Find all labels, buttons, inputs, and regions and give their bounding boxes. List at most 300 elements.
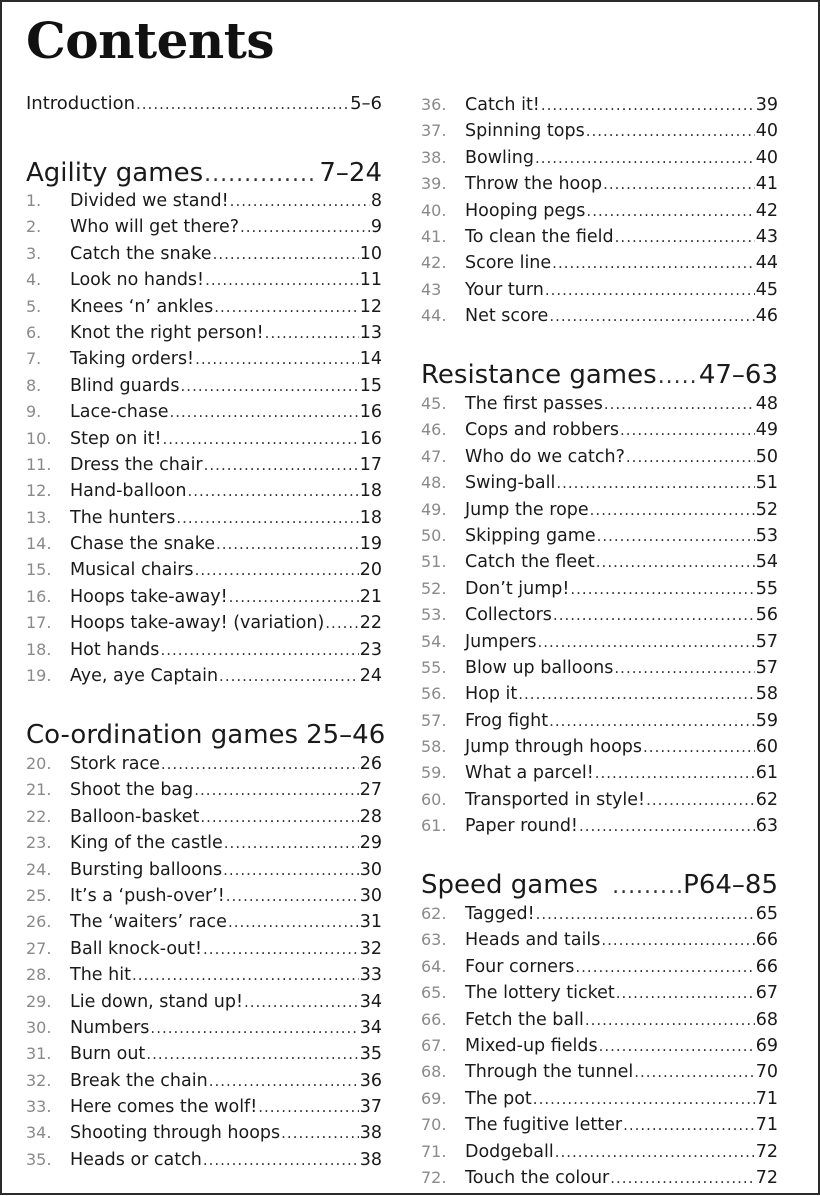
- toc-entry[interactable]: [421, 681, 778, 707]
- entry-title: The hunters: [70, 507, 176, 528]
- entry-title: Net score: [465, 306, 549, 327]
- toc-entry[interactable]: [26, 452, 382, 478]
- entry-page: 34: [359, 991, 382, 1012]
- entry-page: 70: [755, 1062, 778, 1083]
- entry-page: 66: [755, 930, 778, 951]
- entry-number: 23.: [26, 833, 52, 853]
- dot-leader: [146, 1041, 358, 1067]
- entry-number: 19.: [26, 666, 52, 686]
- entry-title: King of the castle: [70, 833, 223, 854]
- toc-entry[interactable]: [26, 1015, 382, 1041]
- dot-leader: [553, 602, 755, 628]
- dot-leader: [612, 871, 682, 903]
- dot-leader: [161, 751, 359, 777]
- entry-title: Bursting balloons: [70, 859, 223, 880]
- entry-title: Jump the rope: [465, 499, 589, 520]
- toc-entry[interactable]: [421, 391, 778, 417]
- dot-leader: [265, 320, 359, 346]
- section-pages: P64–85: [683, 870, 778, 900]
- dot-leader: [533, 1086, 755, 1112]
- entry-page: 39: [755, 95, 778, 115]
- toc-entry[interactable]: [26, 777, 382, 803]
- dot-leader: [203, 936, 359, 962]
- toc-entry[interactable]: [421, 708, 778, 734]
- dot-leader: [214, 294, 358, 320]
- entry-title: Numbers: [70, 1017, 150, 1038]
- entry-page: 63: [755, 816, 778, 837]
- toc-entry[interactable]: [421, 198, 778, 224]
- section-heading-coordination[interactable]: [26, 719, 386, 751]
- dot-leader: [204, 159, 318, 191]
- section-heading-resistance[interactable]: [421, 359, 778, 391]
- toc-entry[interactable]: [421, 171, 778, 197]
- entry-page: 24: [359, 666, 382, 687]
- dot-leader: [536, 901, 755, 927]
- toc-entry[interactable]: [421, 224, 778, 250]
- entry-title: Cops and robbers: [465, 420, 620, 441]
- toc-entry[interactable]: [421, 629, 778, 655]
- dot-leader: [195, 346, 359, 372]
- entry-title: Throw the hoop: [465, 174, 603, 195]
- toc-entry[interactable]: [421, 734, 778, 760]
- entry-title: The pot: [465, 1088, 532, 1109]
- entry-number: 61.: [421, 816, 447, 836]
- entry-page: 56: [755, 605, 778, 626]
- toc-entry[interactable]: [26, 188, 382, 214]
- entry-title: Ball knock-out!: [70, 938, 203, 959]
- dot-leader: [163, 426, 359, 452]
- entry-title: Lace-chase: [70, 402, 169, 423]
- entry-page: 40: [755, 121, 778, 142]
- toc-entry[interactable]: [421, 1007, 778, 1033]
- entry-number: 49.: [421, 499, 447, 519]
- entry-number: 35.: [26, 1149, 52, 1169]
- dot-leader: [226, 883, 359, 909]
- speed-entries: [421, 901, 778, 1191]
- toc-entry[interactable]: [26, 346, 382, 372]
- entry-number: 58.: [421, 737, 447, 757]
- entry-title: Knees ‘n’ ankles: [70, 296, 214, 317]
- entry-number: 67.: [421, 1035, 447, 1055]
- entry-page: 21: [359, 586, 382, 607]
- entry-number: 11.: [26, 454, 52, 474]
- dot-leader: [541, 92, 755, 118]
- entry-page: 9: [370, 217, 382, 238]
- dot-leader: [194, 777, 358, 803]
- toc-entry[interactable]: [421, 980, 778, 1006]
- entry-page: 71: [755, 1115, 778, 1136]
- dot-leader: [136, 91, 349, 117]
- toc-entry[interactable]: [26, 1094, 382, 1120]
- entry-number: 15.: [26, 560, 52, 580]
- entry-number: 21.: [26, 780, 52, 800]
- entry-number: 5.: [26, 296, 42, 316]
- toc-entry[interactable]: [421, 927, 778, 953]
- dot-leader: [586, 118, 755, 144]
- entry-title: Blow up balloons: [465, 657, 614, 678]
- entry-number: 7.: [26, 349, 42, 369]
- toc-entry[interactable]: [26, 241, 382, 267]
- entry-number: 27.: [26, 938, 52, 958]
- dot-leader: [200, 804, 358, 830]
- entry-page: 36: [359, 1070, 382, 1091]
- toc-entry[interactable]: [421, 760, 778, 786]
- entry-page: 42: [755, 200, 778, 221]
- entry-page: 34: [359, 1017, 382, 1038]
- toc-entry[interactable]: [26, 857, 382, 883]
- entry-number: 63.: [421, 930, 447, 950]
- entry-page: 30: [359, 859, 382, 880]
- entry-number: 44.: [421, 306, 447, 326]
- entry-number: 20.: [26, 754, 52, 773]
- entry-number: 9.: [26, 402, 42, 422]
- dot-leader: [216, 531, 359, 557]
- entry-title: Your turn: [465, 279, 544, 300]
- entry-page: 18: [359, 481, 382, 502]
- entry-page: 5–6: [350, 93, 382, 114]
- entry-number: 18.: [26, 639, 52, 659]
- dot-leader: [599, 1033, 755, 1059]
- toc-entry[interactable]: [421, 901, 778, 927]
- entry-title: Here comes the wolf!: [70, 1097, 258, 1118]
- entry-title: Transported in style!: [465, 789, 646, 810]
- entry-page: 61: [755, 763, 778, 784]
- dot-leader: [223, 857, 359, 883]
- toc-entry[interactable]: [26, 1041, 382, 1067]
- entry-page: 46: [755, 306, 778, 327]
- entry-page: 45: [755, 279, 778, 300]
- toc-entry[interactable]: [421, 444, 778, 470]
- entry-number: 6.: [26, 322, 42, 342]
- entry-page: 40: [755, 147, 778, 168]
- entry-title: Catch it!: [465, 95, 540, 115]
- toc-entry[interactable]: [421, 92, 778, 118]
- toc-entry[interactable]: [26, 426, 382, 452]
- dot-leader: [204, 452, 359, 478]
- entry-number: 55.: [421, 657, 447, 677]
- entry-page: 15: [359, 375, 382, 396]
- toc-entry[interactable]: [421, 1112, 778, 1138]
- entry-title: Hand-balloon: [70, 481, 187, 502]
- entry-number: 46.: [421, 420, 447, 440]
- entry-number: 30.: [26, 1017, 52, 1037]
- coordination-entries-left: [26, 751, 382, 1173]
- toc-entry[interactable]: [421, 655, 778, 681]
- toc-entry[interactable]: [421, 1033, 778, 1059]
- dot-leader: [209, 1068, 359, 1094]
- section-heading-agility[interactable]: [26, 157, 382, 189]
- entry-page: 20: [359, 560, 382, 581]
- entry-page: 16: [359, 428, 382, 449]
- dot-leader: [615, 224, 755, 250]
- toc-entry[interactable]: [421, 602, 778, 628]
- toc-entry[interactable]: [26, 373, 382, 399]
- entry-page: 13: [359, 322, 382, 343]
- toc-entry[interactable]: [421, 549, 778, 575]
- toc-entry[interactable]: [26, 909, 382, 935]
- dot-leader: [556, 470, 754, 496]
- dot-leader: [597, 523, 755, 549]
- entry-page: 19: [359, 534, 382, 555]
- toc-entry[interactable]: [26, 637, 382, 663]
- toc-entry[interactable]: [421, 1086, 778, 1112]
- toc-entry[interactable]: [26, 883, 382, 909]
- entry-title: Chase the snake: [70, 534, 215, 555]
- entry-number: 24.: [26, 859, 52, 879]
- dot-leader: [552, 250, 755, 276]
- section-title: Co-ordination games: [26, 720, 299, 750]
- toc-entry[interactable]: [421, 1139, 778, 1165]
- toc-entry[interactable]: [26, 1120, 382, 1146]
- dot-leader: [555, 1139, 755, 1165]
- dot-leader: [579, 813, 755, 839]
- entry-number: 52.: [421, 578, 447, 598]
- entry-title: Hop it: [465, 684, 518, 705]
- section-pages: 47–63: [698, 360, 778, 390]
- dot-leader: [132, 962, 359, 988]
- section-pages: 7–24: [319, 158, 382, 188]
- dot-leader: [623, 1112, 755, 1138]
- dot-leader: [626, 444, 755, 470]
- toc-entry[interactable]: [421, 787, 778, 813]
- dot-leader: [205, 267, 359, 293]
- entry-page: 44: [755, 253, 778, 274]
- section-pages: 25–46: [306, 720, 386, 750]
- entry-page: 38: [359, 1149, 382, 1170]
- toc-entry[interactable]: [26, 214, 382, 240]
- entry-page: 17: [359, 454, 382, 475]
- entry-page: 72: [755, 1167, 778, 1188]
- entry-number: 69.: [421, 1088, 447, 1108]
- dot-leader: [219, 663, 359, 689]
- entry-number: 68.: [421, 1062, 447, 1082]
- entry-title: Blind guards: [70, 375, 180, 396]
- entry-page: 59: [755, 710, 778, 731]
- entry-page: 58: [755, 684, 778, 705]
- entry-title: It’s a ‘push-over’!: [70, 885, 225, 906]
- toc-entry[interactable]: [421, 417, 778, 443]
- dot-leader: [643, 734, 755, 760]
- dot-leader: [535, 145, 755, 171]
- entry-number: 33.: [26, 1097, 52, 1117]
- toc-entry[interactable]: [421, 470, 778, 496]
- entry-title: What a parcel!: [465, 763, 594, 784]
- entry-number: 12.: [26, 481, 52, 501]
- entry-title: Tagged!: [465, 904, 535, 924]
- entry-number: 71.: [421, 1141, 447, 1161]
- toc-entry[interactable]: [421, 523, 778, 549]
- toc-entry[interactable]: [26, 1068, 382, 1094]
- entry-page: 37: [359, 1097, 382, 1118]
- entry-title: Look no hands!: [70, 270, 205, 291]
- toc-entry[interactable]: [421, 954, 778, 980]
- toc-entry[interactable]: [26, 294, 382, 320]
- section-title: Resistance games: [421, 360, 657, 390]
- entry-page: 16: [359, 402, 382, 423]
- toc-entry[interactable]: [26, 830, 382, 856]
- entry-title: Catch the snake: [70, 243, 212, 264]
- entry-title: Mixed-up fields: [465, 1035, 598, 1056]
- entry-page: 41: [755, 174, 778, 195]
- toc-entry[interactable]: [421, 576, 778, 602]
- entry-title: Lie down, stand up!: [70, 991, 243, 1012]
- entry-page: 69: [755, 1035, 778, 1056]
- entry-number: 28.: [26, 965, 52, 985]
- entry-number: 62.: [421, 904, 447, 923]
- entry-page: 57: [755, 631, 778, 652]
- entry-number: 32.: [26, 1070, 52, 1090]
- entry-title: Through the tunnel: [465, 1062, 634, 1083]
- toc-entry[interactable]: [26, 505, 382, 531]
- entry-title: To clean the field: [465, 226, 614, 247]
- entry-number: 8.: [26, 375, 42, 395]
- entry-title: Dress the chair: [70, 454, 203, 475]
- entry-title: Who will get there?: [70, 217, 240, 238]
- toc-entry[interactable]: [26, 1147, 382, 1173]
- entry-title: Fetch the ball: [465, 1009, 584, 1030]
- entry-number: 3.: [26, 243, 42, 263]
- entry-page: 30: [359, 885, 382, 906]
- dot-leader: [213, 241, 359, 267]
- dot-leader: [545, 277, 755, 303]
- entry-page: 38: [359, 1123, 382, 1144]
- section-title: Agility games: [26, 158, 204, 188]
- entry-number: 50.: [421, 525, 447, 545]
- dot-leader: [187, 478, 358, 504]
- dot-leader: [195, 557, 359, 583]
- entry-number: 51.: [421, 552, 447, 572]
- toc-entry[interactable]: [26, 320, 382, 346]
- entry-number: 40.: [421, 200, 447, 220]
- toc-entry[interactable]: [26, 584, 382, 610]
- section-heading-speed[interactable]: [421, 869, 778, 901]
- entry-number: 14.: [26, 534, 52, 554]
- entry-number: 29.: [26, 991, 52, 1011]
- toc-introduction[interactable]: [26, 91, 382, 117]
- entry-title: Shoot the bag: [70, 780, 194, 801]
- dot-leader: [176, 505, 358, 531]
- entry-page: 28: [359, 806, 382, 827]
- dot-leader: [170, 399, 359, 425]
- dot-leader: [518, 681, 754, 707]
- dot-leader: [586, 198, 754, 224]
- page-title: Contents: [26, 11, 275, 70]
- entry-title: Taking orders!: [70, 349, 195, 370]
- entry-number: 25.: [26, 885, 52, 905]
- toc-entry[interactable]: [421, 497, 778, 523]
- entry-title: Knot the right person!: [70, 322, 264, 343]
- dot-leader: [614, 655, 754, 681]
- toc-entry[interactable]: [26, 962, 382, 988]
- coordination-entries-right: [421, 92, 778, 330]
- entry-number: 34.: [26, 1123, 52, 1143]
- entry-title: Dodgeball: [465, 1141, 554, 1162]
- dot-leader: [224, 830, 359, 856]
- agility-entries: [26, 188, 382, 689]
- dot-leader: [244, 989, 359, 1015]
- entry-title: Burn out: [70, 1044, 146, 1065]
- entry-number: 45.: [421, 394, 447, 413]
- entry-page: 22: [359, 613, 382, 634]
- toc-entry[interactable]: [421, 1059, 778, 1085]
- toc-entry[interactable]: [26, 751, 382, 777]
- entry-title: The ‘waiters’ race: [70, 912, 227, 933]
- dot-leader: [601, 927, 754, 953]
- dot-leader: [549, 303, 754, 329]
- entry-title: Aye, aye Captain: [70, 666, 219, 687]
- dot-leader: [603, 171, 755, 197]
- toc-entry[interactable]: [421, 277, 778, 303]
- entry-title: Catch the fleet: [465, 552, 595, 573]
- dot-leader: [620, 417, 755, 443]
- toc-entry[interactable]: [421, 250, 778, 276]
- toc-entry[interactable]: [421, 118, 778, 144]
- entry-page: 8: [370, 191, 382, 211]
- entry-page: 53: [755, 525, 778, 546]
- dot-leader: [281, 1120, 359, 1146]
- entry-page: 27: [359, 780, 382, 801]
- toc-entry[interactable]: [421, 813, 778, 839]
- entry-page: 62: [755, 789, 778, 810]
- toc-entry[interactable]: [26, 267, 382, 293]
- dot-leader: [240, 214, 370, 240]
- dot-leader: [258, 1094, 358, 1120]
- toc-entry[interactable]: [26, 936, 382, 962]
- toc-entry[interactable]: [26, 557, 382, 583]
- entry-title: Break the chain: [70, 1070, 208, 1091]
- toc-entry[interactable]: [421, 145, 778, 171]
- entry-title: The hit: [70, 965, 131, 986]
- entry-title: Hot hands: [70, 639, 160, 660]
- toc-entry[interactable]: [421, 1165, 778, 1191]
- dot-leader: [585, 1007, 755, 1033]
- dot-leader: [616, 980, 755, 1006]
- toc-entry[interactable]: [26, 610, 382, 636]
- toc-entry[interactable]: [26, 663, 382, 689]
- toc-entry[interactable]: [26, 478, 382, 504]
- entry-title: Who do we catch?: [465, 446, 625, 467]
- entry-title: Skipping game: [465, 525, 596, 546]
- toc-entry[interactable]: [26, 531, 382, 557]
- entry-number: 56.: [421, 684, 447, 704]
- entry-page: 67: [755, 983, 778, 1004]
- toc-entry[interactable]: [421, 303, 778, 329]
- entry-page: 72: [755, 1141, 778, 1162]
- entry-page: 10: [359, 243, 382, 264]
- toc-entry[interactable]: [26, 989, 382, 1015]
- dot-leader: [229, 584, 359, 610]
- toc-entry[interactable]: [26, 804, 382, 830]
- dot-leader: [595, 760, 755, 786]
- entry-number: 72.: [421, 1167, 447, 1187]
- entry-page: 31: [359, 912, 382, 933]
- toc-entry[interactable]: [26, 399, 382, 425]
- entry-number: 59.: [421, 763, 447, 783]
- entry-page: 68: [755, 1009, 778, 1030]
- entry-title: Stork race: [70, 754, 160, 774]
- entry-page: 23: [359, 639, 382, 660]
- dot-leader: [203, 1147, 359, 1173]
- entry-number: 10.: [26, 428, 52, 448]
- entry-number: 4.: [26, 270, 42, 290]
- entry-title: Jumpers: [465, 631, 537, 652]
- entry-title: Step on it!: [70, 428, 162, 449]
- entry-number: 43: [421, 279, 442, 299]
- entry-page: 65: [755, 904, 778, 924]
- entry-number: 57.: [421, 710, 447, 730]
- entry-page: 66: [755, 956, 778, 977]
- entry-page: 32: [359, 938, 382, 959]
